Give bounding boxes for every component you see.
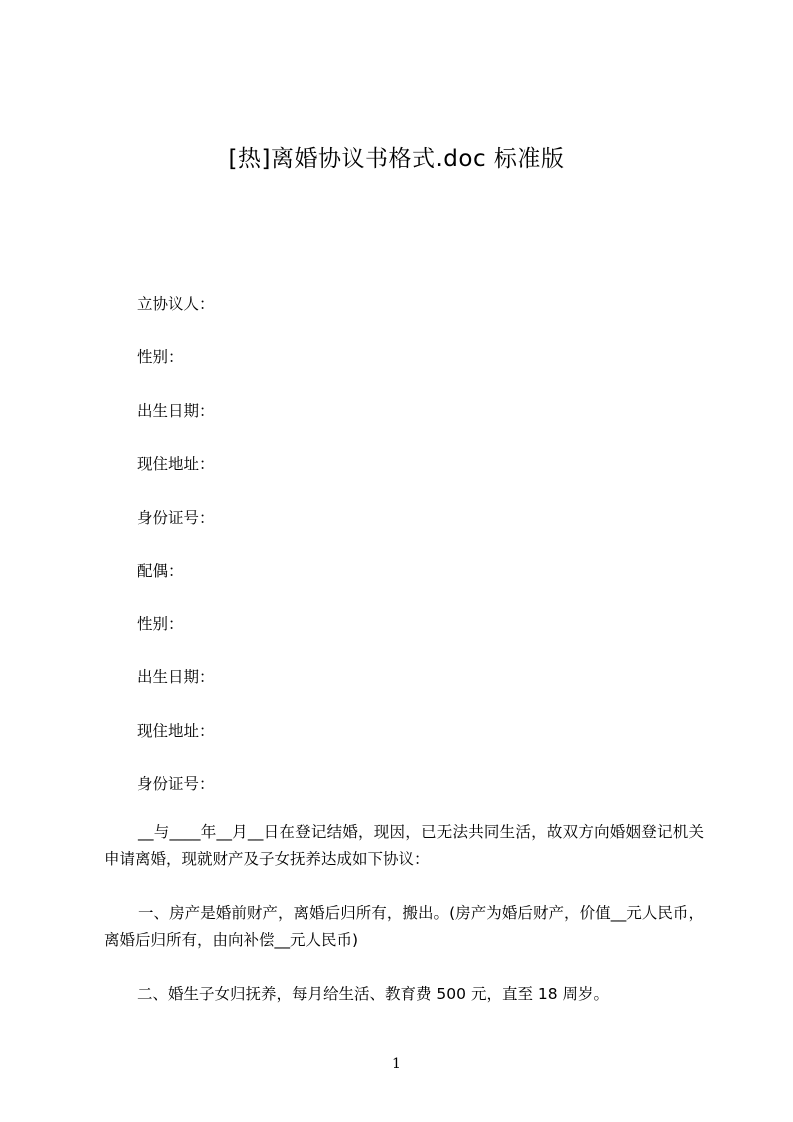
clause-1: 一、房产是婚前财产，离婚后归所有，搬出。(房产为婚后财产，价值__元人民币，离婚后归所有，由向补偿__元人民币) <box>104 904 704 949</box>
field-gender: 性别： <box>137 348 184 366</box>
field-spouse-birth-date: 出生日期： <box>137 668 215 686</box>
intro-paragraph: __与____年__月__日在登记结婚，现因，已无法共同生活，故双方向婚姻登记机关申请离婚，现就财产及子女抚养达成如下协议： <box>104 823 704 868</box>
field-id-number: 身份证号： <box>137 509 215 527</box>
document-title: [热]离婚协议书格式.doc 标准版 <box>228 146 565 172</box>
field-spouse-id-number: 身份证号： <box>137 775 215 793</box>
field-party: 立协议人： <box>137 295 215 313</box>
field-spouse-gender: 性别： <box>137 615 184 633</box>
field-spouse-address: 现住地址： <box>137 722 215 740</box>
field-address: 现住地址： <box>137 455 215 473</box>
clause-2: 二、婚生子女归抚养，每月给生活、教育费 500 元，直至 18 周岁。 <box>137 985 610 1003</box>
page-number: 1 <box>392 1056 401 1072</box>
field-birth-date: 出生日期： <box>137 402 215 420</box>
field-spouse: 配偶： <box>137 562 184 580</box>
